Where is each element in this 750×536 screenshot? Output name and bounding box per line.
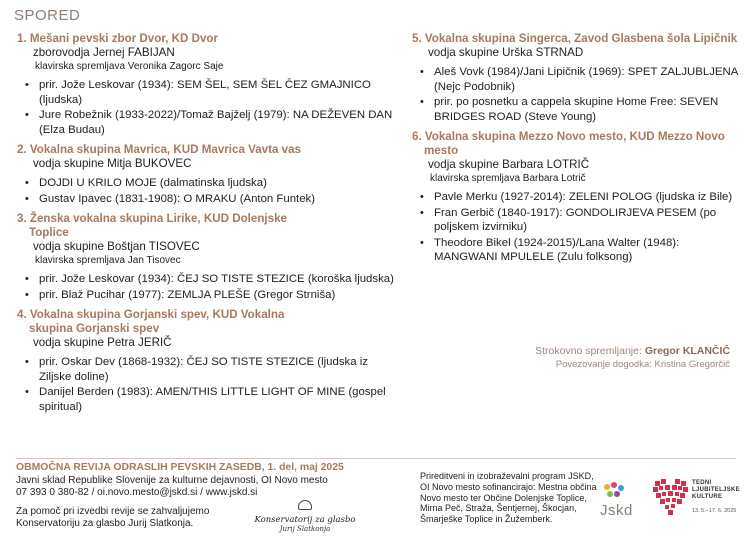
conservatory-emblem-icon [298,500,312,510]
song-item: • Fran Gerbič (1840-1917): GONDOLIRJEVA PESEM (po poljskem izvirniku) [412,206,742,235]
ensemble-4 [17,308,402,414]
ensemble-accompanist: klavirska spremljava Jan Tisovec [35,255,181,266]
tlk-date: 13. 5.–17. 6. 2025 [692,508,737,514]
song-list [17,355,402,414]
ensemble-title: 5. Vokalna skupina Singerca, Zavod Glasbena šola Lipičnik [412,32,738,45]
program-column-right [412,32,742,271]
ensemble-leader: vodja skupine Urška STRNAD [428,46,584,59]
logo-dot-icon [611,482,617,488]
expert-name: Gregor KLANČIČ [644,345,730,357]
song-item: • Pavle Merku (1927-2014): ZELENI POLOG (ljudska iz Bile) [412,190,742,205]
ensemble-title: 1. Mešani pevski zbor Dvor, KD Dvor [17,32,219,45]
song-item: • Danijel Berden (1983): AMEN/THIS LITTLE LIGHT OF MINE (gospel spiritual) [17,385,402,414]
ensemble-title: 4. Vokalna skupina Gorjanski spev, KUD Vokalna skupina Gorjanski spev [17,308,285,335]
contact-line: 07 393 0 380-82 / oi.novo.mesto@jskd.si / www.jskd.si [16,486,258,498]
ensemble-title: 3. Ženska vokalna skupina Lirike, KUD Dolenjske Toplice [17,212,287,239]
tlk-word: TEDNI [692,480,712,486]
logo-dot-icon [614,491,620,497]
event-title: OBMOČNA REVIJA ODRASLIH PEVSKIH ZASEDB, 1. del, maj 2025 [16,462,344,473]
song-list [17,176,402,206]
ensemble-5 [412,32,742,124]
expert-credit [535,344,730,358]
tlk-word: KULTURE [692,494,723,500]
ensemble-title: 6. Vokalna skupina Mezzo Novo mesto, KUD Mezzo Novo mesto [412,130,725,157]
program-column-left [17,32,402,420]
ensemble-leader: vodja skupine Boštjan TISOVEC [33,240,200,253]
ensemble-6 [412,130,742,265]
ensemble-title: 2. Vokalna skupina Mavrica, KUD Mavrica Vavta vas [17,143,301,156]
konservatorij-subname: Jurij Slatkonja [279,525,331,533]
song-item: • Jure Robežnik (1933-2022)/Tomaž Bajželj (1979): NA DEŽEVEN DAN (Elza Budau) [17,108,402,137]
logo-dot-icon [607,491,613,497]
logo-dot-icon [604,484,610,490]
song-item: • prir. Blaž Pucihar (1977): ZEMLJA PLEŠE (Gregor Strniša) [17,288,402,303]
song-item: • prir. po posnetku a cappela skupine Home Free: SEVEN BRIDGES ROAD (Steve Young) [412,95,742,124]
song-item: • Gustav Ipavec (1831-1908): O MRAKU (Anton Funtek) [17,192,402,207]
organizer-line: Javni sklad Republike Slovenije za kulturne dejavnosti, OI Novo mesto [16,474,328,486]
logo-dot-icon [618,485,624,491]
heart-icon [652,476,690,516]
konservatorij-name: Konservatorij za glasbo [254,515,356,525]
ensemble-accompanist: klavirska spremljava Veronika Zagorc Saje [35,61,224,72]
ensemble-3 [17,212,402,302]
ensemble-leader: vodja skupine Petra JERIČ [33,336,172,349]
footer-divider [16,458,736,459]
song-list [17,272,402,302]
jskd-wordmark: Jskd [600,502,633,519]
song-list [17,78,402,137]
tlk-wordmark [692,480,740,501]
ensemble-2 [17,143,402,206]
thanks-note: Za pomoč pri izvedbi revije se zahvaljujemo Konservatoriju za glasbo Jurij Slatkonja. [16,506,210,530]
song-item: • prir. Jože Leskovar (1934): ČEJ SO TISTE STEZICE (koroška ljudska) [17,272,402,287]
ensemble-leader: vodja skupine Barbara LOTRIČ [428,158,590,171]
song-list [412,190,742,265]
jskd-logo [600,480,652,520]
song-item: • Theodore Bikel (1924-2015)/Lana Walter (1948): MANGWANI MPULELE (Zulu folksong) [412,236,742,265]
tlk-logo [652,474,742,524]
page-heading: SPORED [14,7,81,24]
ensemble-leader: zborovodja Jernej FABIJAN [33,46,175,59]
expert-label: Strokovno spremljanje: [535,345,642,357]
ensemble-leader: vodja skupine Mitja BUKOVEC [33,157,192,170]
credits [535,344,730,371]
funding-note: Prireditveni in izobraževalni program JSKD, OI Novo mesto sofinancirajo: Mestna občina Novo mesto ter Občine Dolenjske Toplice, Mirna Peč, Straža, Šentjernej, Škocjan, Šmarješke Toplice in Žužemberk. [420,471,597,525]
song-item: • DOJDI U KRILO MOJE (dalmatinska ljudska) [17,176,402,191]
konservatorij-logo [250,497,360,531]
song-item: • prir. Oskar Dev (1868-1932): ČEJ SO TISTE STEZICE (ljudska iz Ziljske doline) [17,355,402,384]
ensemble-1 [17,32,402,137]
song-item: • Aleš Vovk (1984)/Jani Lipičnik (1969): SPET ZALJUBLJENA (Nejc Podobnik) [412,65,742,94]
host-credit: Povezovanje dogodka: Kristina Gregorčič [555,359,730,370]
song-list [412,65,742,124]
tlk-word: LJUBITELJSKE [692,487,740,493]
ensemble-accompanist: klavirska spremljava Barbara Lotrič [430,173,586,184]
song-item: • prir. Jože Leskovar (1934): SEM ŠEL, SEM ŠEL ČEZ GMAJNICO (ljudska) [17,78,402,107]
